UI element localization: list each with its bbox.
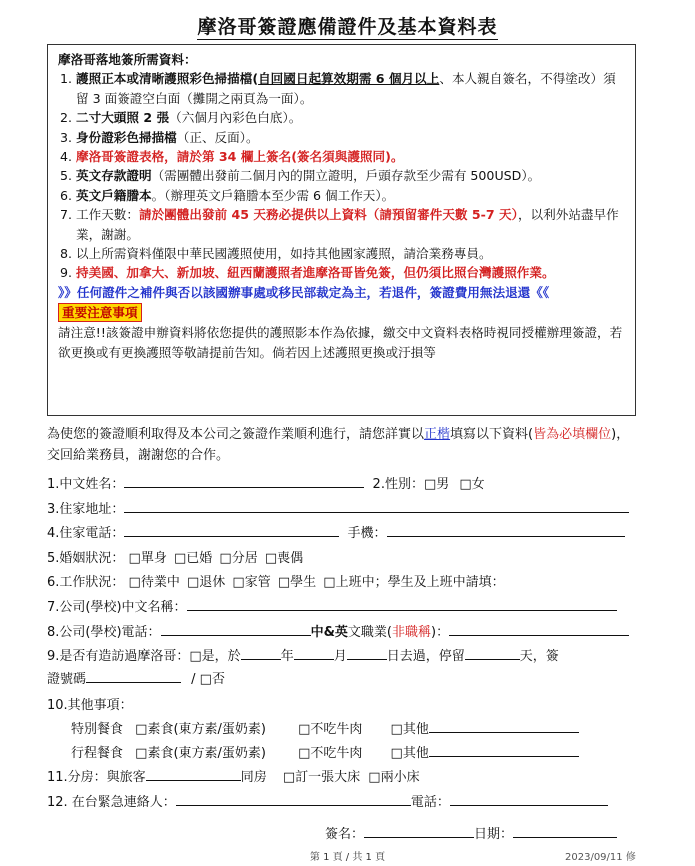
page-title: 摩洛哥簽證應備證件及基本資料表 <box>197 16 498 38</box>
work-student-checkbox[interactable]: □學生 <box>277 575 317 590</box>
marital-single-checkbox[interactable]: □單身 <box>128 551 167 566</box>
signature-field[interactable] <box>364 823 474 838</box>
page-number: 第 1 頁 / 共 1 頁 <box>309 852 386 863</box>
date-field[interactable] <box>513 823 617 838</box>
other-heading: 10.其他事項： <box>47 698 133 713</box>
list-item: 4. 摩洛哥簽證表格，請於第 34 欄上簽名(簽名須與護照同)。 <box>76 147 627 166</box>
work-row: 6.工作狀況： □待業中 □退休 □家管 □學生 □上班中；學生及上班中請填： <box>47 575 505 590</box>
company-phone-field[interactable] <box>161 621 311 636</box>
female-checkbox[interactable]: □女 <box>459 477 485 492</box>
list-item: 3. 身份證彩色掃描檔（正、反面）。 <box>76 128 627 147</box>
special-other-field[interactable] <box>429 718 579 733</box>
address-field[interactable] <box>124 498 629 513</box>
work-retired-checkbox[interactable]: □退休 <box>186 575 226 590</box>
work-unemployed-checkbox[interactable]: □待業中 <box>128 575 180 590</box>
stay-days-field[interactable] <box>465 645 520 660</box>
marital-widowed-checkbox[interactable]: □喪偶 <box>264 551 304 566</box>
visa-number-field[interactable] <box>86 668 181 683</box>
list-item: 8. 以上所需資料僅限中華民國護照使用，如持其他國家護照，請洽業務專員。 <box>76 244 627 263</box>
roommate-field[interactable] <box>146 766 241 781</box>
visited-row: 9.是否有造訪過摩洛哥：□是，於 年 月 日去過，停留 天，簽 <box>47 645 559 664</box>
room-row: 11.分房：與旅客 同房 □訂一張大床 □兩小床 <box>47 766 420 785</box>
twin-bed-checkbox[interactable]: □兩小床 <box>368 770 420 785</box>
refund-note: 》》任何證件之補件與否以該國辦事處或移民部裁定為主，若退件，簽證費用無法退還《《 <box>58 284 550 300</box>
list-item: 2. 二寸大頭照 2 張（六個月內彩色白底）。 <box>76 108 627 127</box>
itinerary-veg-checkbox[interactable]: □素食(東方素/蛋奶素) <box>135 746 266 761</box>
important-text: 請注意!!該簽證申辦資料將依您提供的護照影本作為依據，繳交中文資料表格時視同授權辦理簽證，若欲更換或有更換護照等敬請提前告知。倘若因上述護照更換或汙損等 <box>58 325 623 360</box>
list-item: 7. 工作天數：請於團體出發前 45 天務必提供以上資料（請預留審件天數 5-7 天），以利外站盡早作業，謝謝。 <box>76 205 627 244</box>
itinerary-other-checkbox[interactable]: □其他 <box>390 746 429 761</box>
company-phone-row: 8.公司(學校)電話： 中&英文職業(非職稱)： <box>47 621 629 640</box>
phone-row: 4.住家電話： 手機： <box>47 522 625 541</box>
intro-text: 為使您的簽證順利取得及本公司之簽證作業順利進行，請您詳實以正楷填寫以下資料(皆為必填欄位)，交回給業務員，謝謝您的合作。 <box>47 427 630 463</box>
requirements-heading: 摩洛哥落地簽所需資料： <box>58 52 197 67</box>
special-veg-checkbox[interactable]: □素食(東方素/蛋奶素) <box>135 722 266 737</box>
important-label: 重要注意事項 <box>58 302 627 323</box>
visit-month-field[interactable] <box>294 645 334 660</box>
special-no-beef-checkbox[interactable]: □不吃牛肉 <box>298 722 363 737</box>
big-bed-checkbox[interactable]: □訂一張大床 <box>282 770 361 785</box>
visit-day-field[interactable] <box>347 645 387 660</box>
list-item: 1. 護照正本或清晰護照彩色掃描檔(自回國日起算效期需 6 個月以上、本人親自簽名，不得塗改）須留 3 面簽證空白面（攤開之兩頁為一面）。 <box>76 69 627 108</box>
revision-date: 2023/09/11 修 <box>565 852 636 863</box>
visa-number-row: 證號碼 / □否 <box>47 668 225 687</box>
work-employed-checkbox[interactable]: □上班中 <box>323 575 375 590</box>
company-name-field[interactable] <box>187 596 617 611</box>
list-item: 5. 英文存款證明（需團體出發前二個月內的開立證明，戶頭存款至少需有 500USD）。 <box>76 166 627 185</box>
occupation-field[interactable] <box>449 621 629 636</box>
male-checkbox[interactable]: □男 <box>423 477 450 492</box>
signature-row: 簽名： 日期： <box>325 823 617 842</box>
work-homemaker-checkbox[interactable]: □家管 <box>232 575 271 590</box>
requirements-list <box>58 69 627 282</box>
special-other-checkbox[interactable]: □其他 <box>390 722 429 737</box>
marital-separated-checkbox[interactable]: □分居 <box>219 551 258 566</box>
itinerary-no-beef-checkbox[interactable]: □不吃牛肉 <box>298 746 363 761</box>
name-row: 1.中文姓名： 2.性別：□男 □女 <box>47 473 485 492</box>
itinerary-meal-row: 行程餐食 □素食(東方素/蛋奶素) □不吃牛肉 □其他 <box>71 742 579 761</box>
special-meal-row: 特別餐食 □素食(東方素/蛋奶素) □不吃牛肉 □其他 <box>71 718 579 737</box>
marital-row: 5.婚姻狀況： □單身 □已婚 □分居 □喪偶 <box>47 551 304 566</box>
home-phone-field[interactable] <box>124 522 339 537</box>
list-item: 6. 英文戶籍謄本。（辦理英文戶籍謄本至少需 6 個工作天）。 <box>76 186 627 205</box>
visit-year-field[interactable] <box>241 645 281 660</box>
marital-married-checkbox[interactable]: □已婚 <box>173 551 213 566</box>
requirements-box <box>47 44 636 416</box>
name-field[interactable] <box>124 473 364 488</box>
emergency-contact-field[interactable] <box>176 791 411 806</box>
address-row: 3.住家地址： <box>47 498 629 517</box>
itinerary-other-field[interactable] <box>429 742 579 757</box>
emergency-row: 12. 在台緊急連絡人： 電話： <box>47 791 608 810</box>
list-item: 9. 持美國、加拿大、新加坡、紐西蘭護照者進摩洛哥皆免簽，但仍須比照台灣護照作業。 <box>76 263 627 282</box>
mobile-field[interactable] <box>387 522 625 537</box>
company-name-row: 7.公司(學校)中文名稱： <box>47 596 617 615</box>
emergency-phone-field[interactable] <box>450 791 608 806</box>
visited-no-checkbox[interactable]: / □否 <box>191 672 225 687</box>
